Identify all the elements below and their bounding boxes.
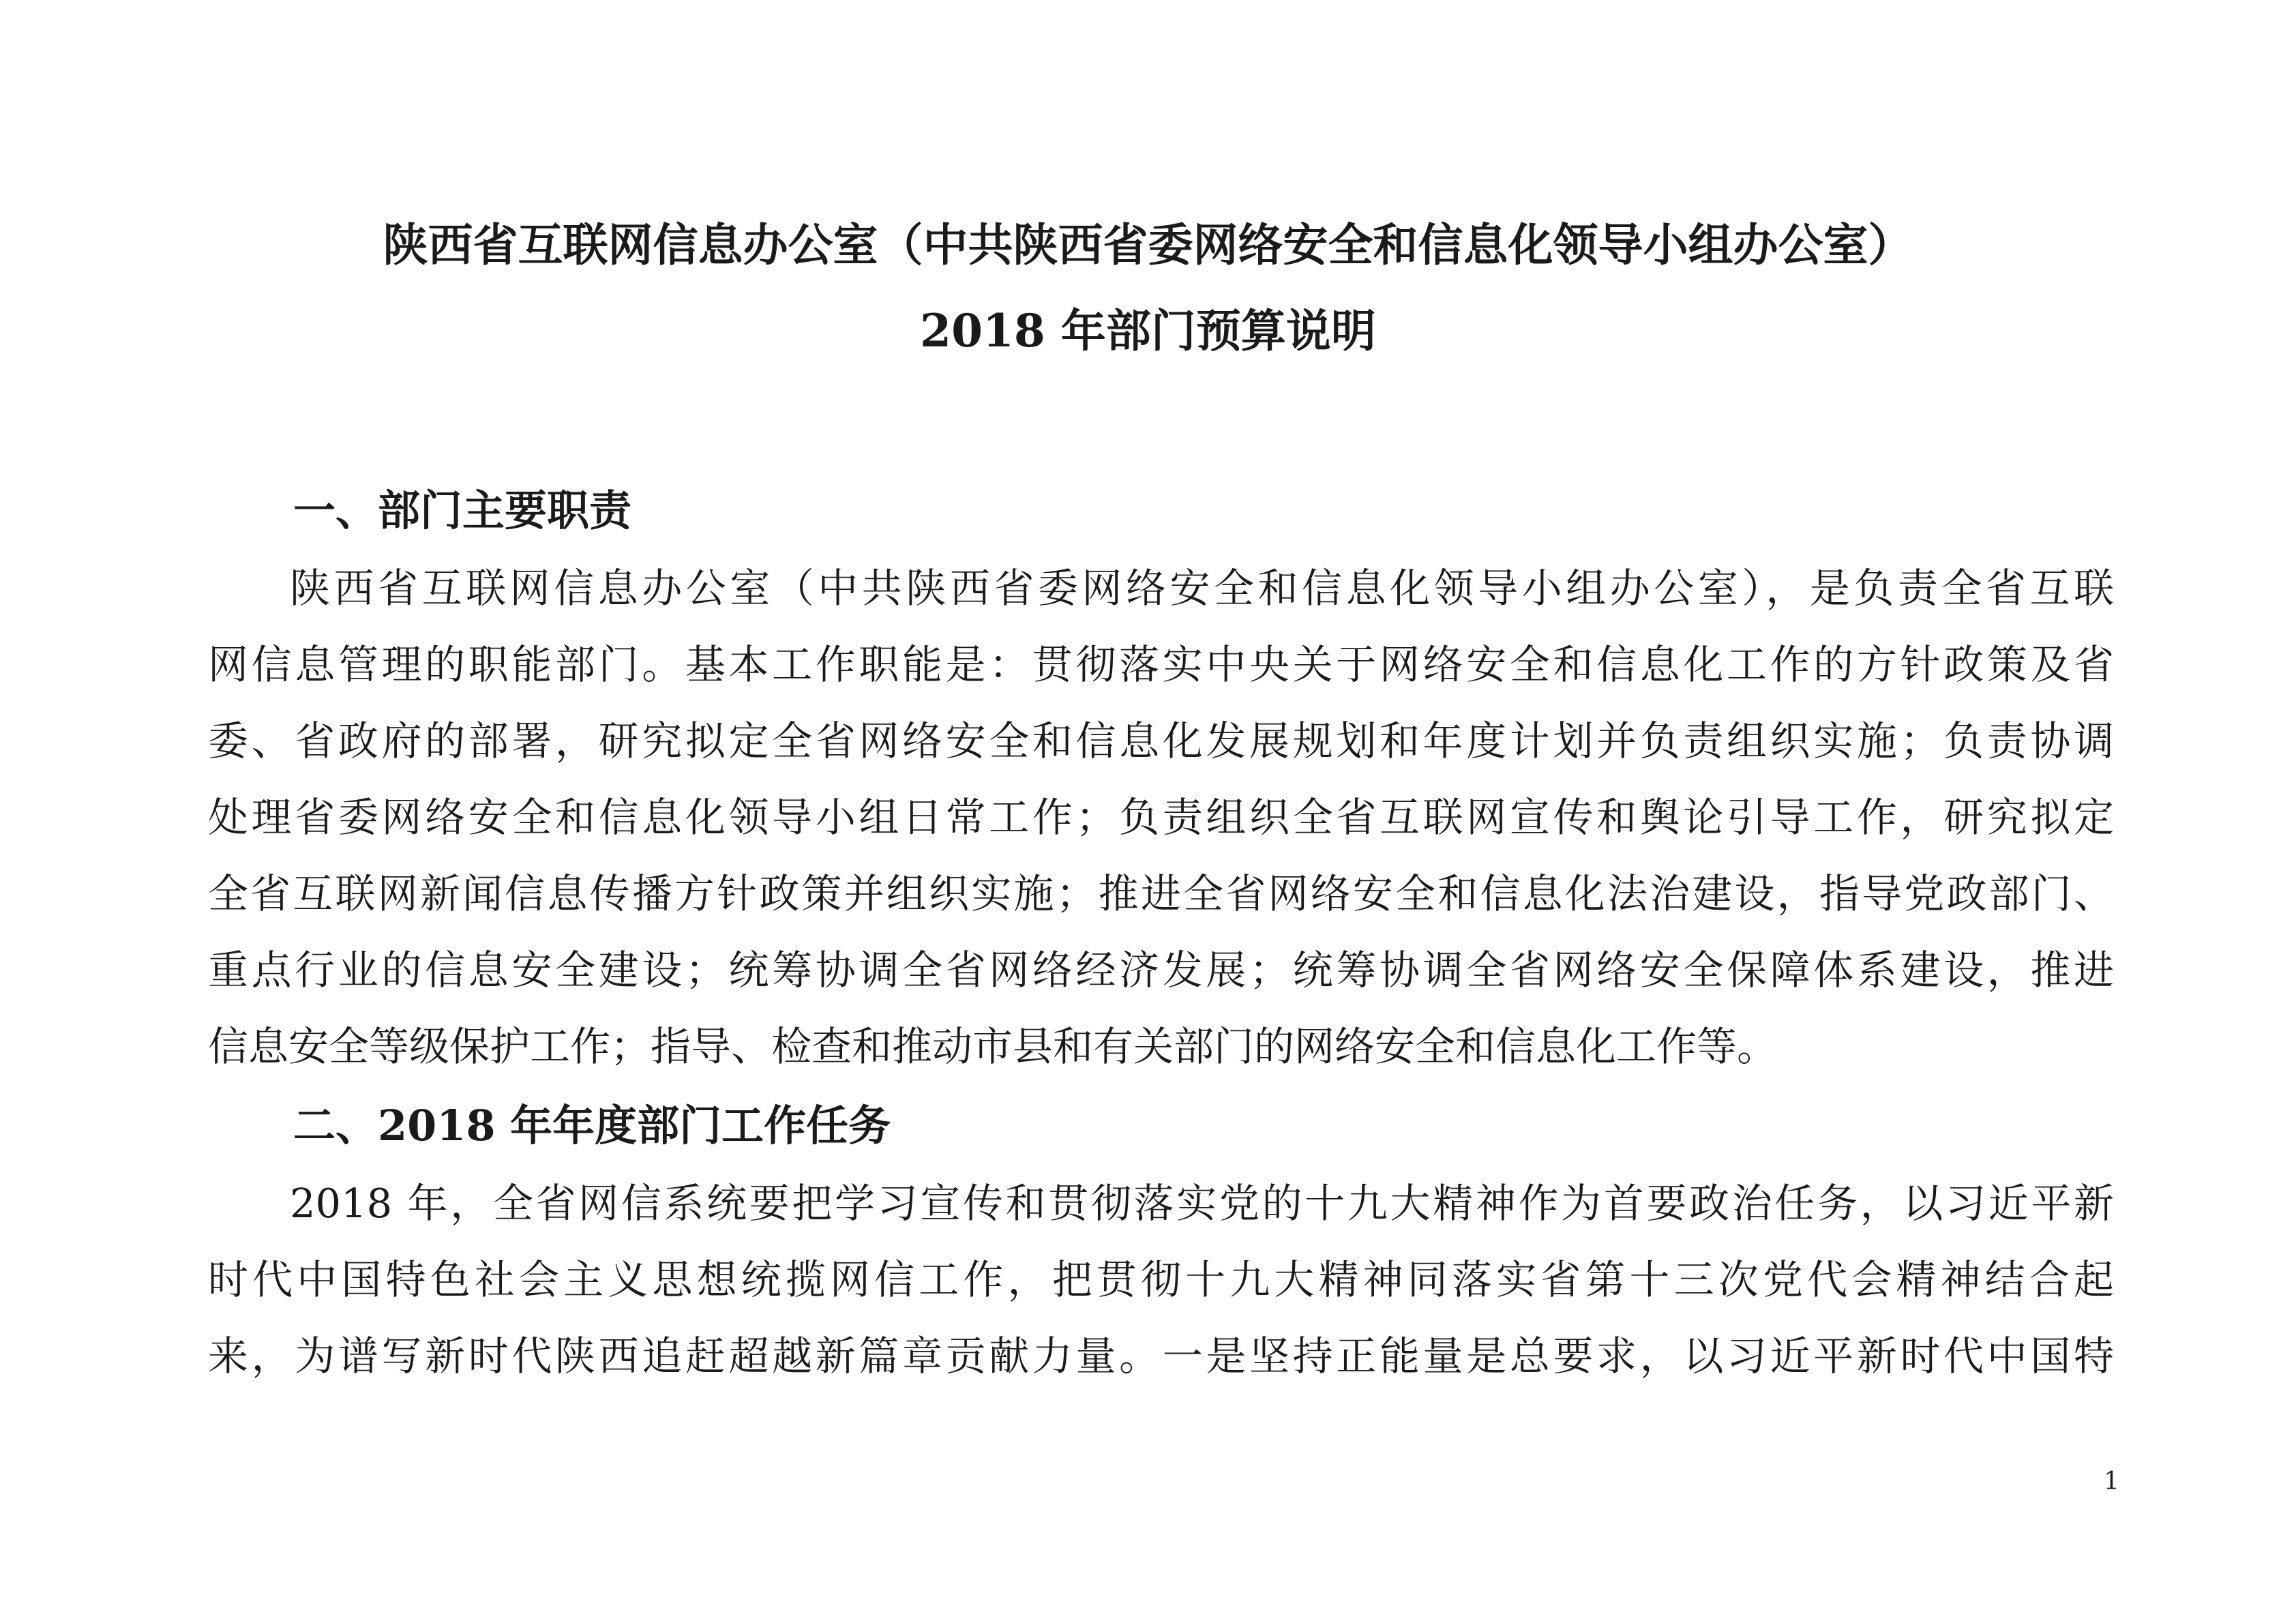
section-2-line-3: 来，为谱写新时代陕西追赶超越新篇章贡献力量。一是坚持正能量是总要求，以习近平新时代中国特 <box>208 1332 2114 1380</box>
section-2-line-1: 2018 年，全省网信系统要把学习宣传和贯彻落实党的十九大精神作为首要政治任务，以习近平新 <box>290 1180 2114 1227</box>
section-1-line-3: 委、省政府的部署，研究拟定全省网络安全和信息化发展规划和年度计划并负责组织实施；负责协调 <box>208 717 2114 764</box>
section-1-line-6: 重点行业的信息安全建设；统筹协调全省网络经济发展；统筹协调全省网络安全保障体系建设，推进 <box>208 947 2114 994</box>
page-number: 1 <box>2104 1468 2119 1495</box>
section-2-heading: 二、2018 年年度部门工作任务 <box>293 1101 891 1150</box>
document-title-line-2: 2018 年部门预算说明 <box>920 304 1376 357</box>
section-1-line-2: 网信息管理的职能部门。基本工作职能是：贯彻落实中央关于网络安全和信息化工作的方针政策及省 <box>208 641 2114 688</box>
section-1-line-1: 陕西省互联网信息办公室（中共陕西省委网络安全和信息化领导小组办公室），是负责全省互联 <box>290 565 2114 612</box>
section-1-line-5: 全省互联网新闻信息传播方针政策并组织实施；推进全省网络安全和信息化法治建设，指导党政部门、 <box>208 870 2114 917</box>
document-title-line-1: 陕西省互联网信息办公室（中共陕西省委网络安全和信息化领导小组办公室） <box>383 218 1913 271</box>
section-1-heading: 一、部门主要职责 <box>293 486 632 535</box>
section-1-line-4: 处理省委网络安全和信息化领导小组日常工作；负责组织全省互联网宣传和舆论引导工作，研究拟定 <box>208 794 2114 841</box>
section-2-line-2: 时代中国特色社会主义思想统揽网信工作，把贯彻十九大精神同落实省第十三次党代会精神结合起 <box>208 1256 2114 1303</box>
section-1-line-7: 信息安全等级保护工作；指导、检查和推动市县和有关部门的网络安全和信息化工作等。 <box>208 1023 1778 1070</box>
